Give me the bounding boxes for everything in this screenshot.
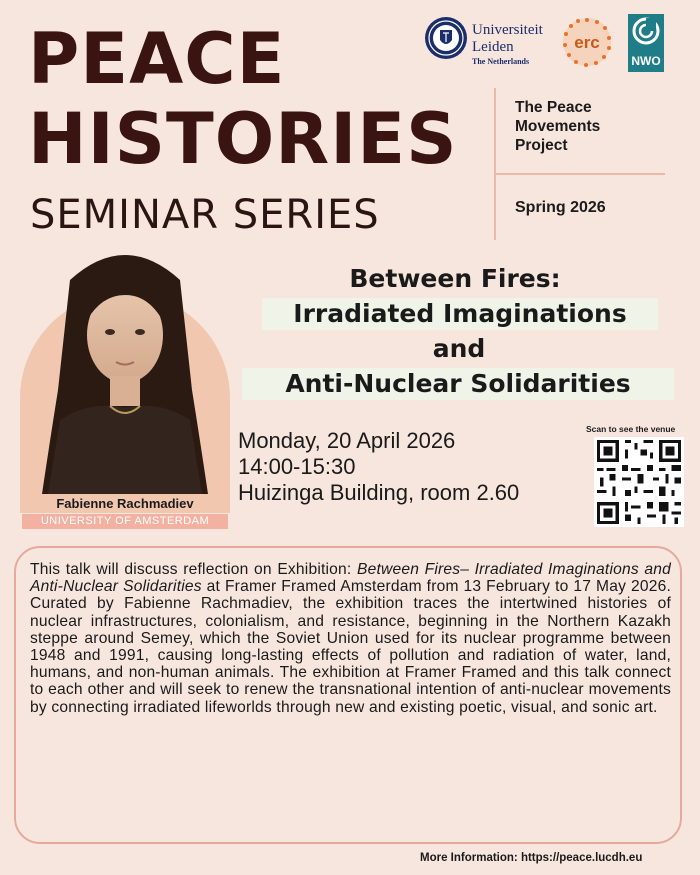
event-location: Huizinga Building, room 2.60 <box>238 480 520 505</box>
venue-qr-code[interactable] <box>594 437 684 527</box>
season-label: Spring 2026 <box>515 199 606 216</box>
talk-title-line-2: Irradiated Imaginations <box>262 298 658 330</box>
description-part-2: at Framer Framed Amsterdam from 13 February to 17 May 2026. Curated by Fabienne Rachmadiev, the exhibition traces the intertwined histories of nuclear infrastructures, colonialism, and resistance, beginning in the Northern Kazakh steppe around Semey, which the Soviet Union used for its nuclear programme between 1948 and 1991, causing long-lasting effects of pollution and radiation of water, land, humans, and non-human animals. The exhibition at Framer Framed and this talk connect to each other and will seek to renew the transnational intention of anti-nuclear movements by connecting irradiated lifeworlds through new and existing poetic, visual, and sonic art. <box>30 578 671 716</box>
talk-description <box>30 561 671 716</box>
talk-title-line-4: Anti-Nuclear Solidarities <box>242 368 674 400</box>
event-details <box>238 428 519 506</box>
series-subtitle: SEMINAR SERIES <box>30 192 380 238</box>
speaker-photo <box>30 240 220 494</box>
description-part-1: This talk will discuss reflection on Exhibition: <box>30 561 357 578</box>
title-line-1: PEACE <box>28 18 286 100</box>
event-time: 14:00-15:30 <box>238 454 356 479</box>
project-line-1: The Peace <box>515 99 592 116</box>
speaker-affiliation: UNIVERSITY OF AMSTERDAM <box>22 514 228 529</box>
erc-text: erc <box>574 33 600 52</box>
nwo-swirl-icon <box>628 14 664 50</box>
horizontal-divider <box>494 173 665 175</box>
project-line-2: Movements <box>515 118 601 135</box>
leiden-seal-icon <box>424 16 468 60</box>
talk-title-line-1: Between Fires: <box>349 264 561 293</box>
speaker-name: Fabienne Rachmadiev <box>56 496 194 511</box>
leiden-country: The Netherlands <box>472 57 530 66</box>
event-date: Monday, 20 April 2026 <box>238 428 456 453</box>
project-name <box>515 98 600 155</box>
erc-logo <box>557 12 617 72</box>
project-line-3: Project <box>515 137 568 154</box>
title-line-2: HISTORIES <box>28 98 458 180</box>
leiden-university-logo <box>424 16 554 68</box>
qr-caption: Scan to see the venue <box>586 424 676 434</box>
nwo-logo <box>628 14 664 72</box>
nwo-text: NWO <box>631 54 661 68</box>
vertical-divider <box>494 88 496 240</box>
leiden-wordmark <box>472 22 543 67</box>
description-exhibition-title: Between Fires– Irradiated Imaginations and Anti-Nuclear Solidarities <box>30 561 671 596</box>
more-info-link[interactable]: More Information: https://peace.lucdh.eu <box>420 852 643 864</box>
talk-title-line-3: and <box>432 334 486 363</box>
leiden-name-line-2: Leiden <box>472 39 514 55</box>
leiden-name-line-1: Universiteit <box>472 22 543 38</box>
